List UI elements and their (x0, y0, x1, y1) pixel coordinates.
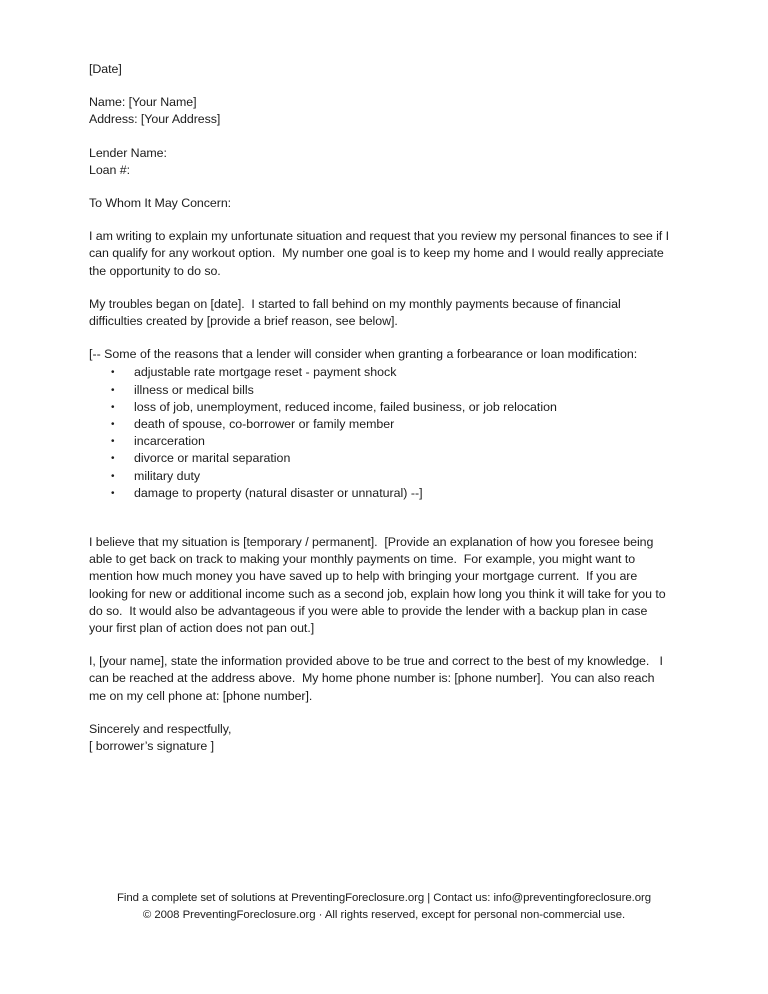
date-placeholder: [Date] (89, 62, 122, 76)
situation-paragraph-block (89, 534, 671, 637)
list-item (89, 450, 671, 467)
list-item-label: military duty (134, 468, 201, 483)
bullet-icon: • (111, 487, 115, 499)
page-footer (0, 890, 768, 925)
reasons-block (89, 346, 671, 502)
situation-paragraph: I believe that my situation is [temporary / permanent]. [Provide an explanation of how you foresee being able to get back on track to making your monthly payments on time. For example, you might want to mention how much money you have saved up to help with bringing your mortgage current. If you are looking for new or additional income such as a second job, explain how long you think it will take for you to do so. It would also be advantageous if you were able to provide the lender with a backup plan in case your first plan of action does not pan out.] (89, 535, 669, 636)
footer-contact-line: Find a complete set of solutions at PreventingForeclosure.org | Contact us: info@preventingforeclosure.org (116, 892, 652, 904)
bullet-icon: • (111, 367, 115, 379)
lender-block (89, 145, 671, 179)
attestation-paragraph: I, [your name], state the information provided above to be true and correct to the best of my knowledge. I can be reached at the address above. My home phone number is: [phone number]. You can also reach me on my cell phone at: [phone number]. (89, 654, 667, 703)
reasons-list (89, 364, 671, 502)
list-item (89, 382, 671, 399)
attestation-paragraph-block (89, 653, 671, 705)
salutation: To Whom It May Concern: (89, 196, 232, 211)
list-item (89, 364, 671, 381)
list-item (89, 416, 671, 433)
loan-number-line: Loan #: (89, 162, 130, 177)
intro-paragraph: I am writing to explain my unfortunate situation and request that you review my personal finances to see if I can qualify for any workout option. My number one goal is to keep my home and I would really appreciate the opportunity to do so. (89, 229, 673, 278)
sign-off: Sincerely and respectfully, (89, 721, 232, 736)
name-line: Name: [Your Name] (89, 95, 197, 110)
bullet-icon: • (111, 419, 115, 431)
list-item-label: illness or medical bills (134, 382, 254, 397)
reasons-intro: [-- Some of the reasons that a lender will consider when granting a forbearance or loan modification: (89, 347, 638, 362)
bullet-icon: • (111, 384, 115, 396)
troubles-paragraph-block (89, 296, 671, 330)
list-item-label: adjustable rate mortgage reset - payment shock (134, 365, 397, 380)
troubles-paragraph: My troubles began on [date]. I started to fall behind on my monthly payments because of financial difficulties created by [provide a brief reason, see below]. (89, 296, 625, 329)
bullet-icon: • (111, 470, 115, 482)
list-item-label: death of spouse, co-borrower or family member (134, 417, 395, 432)
bullet-icon: • (111, 453, 115, 465)
bullet-icon: • (111, 436, 115, 448)
date-block (89, 61, 671, 78)
footer-copyright-line: © 2008 PreventingForeclosure.org · All rights reserved, except for personal non-commercial use. (142, 909, 626, 922)
closing-block (89, 721, 671, 755)
list-item-label: incarceration (134, 434, 205, 449)
intro-paragraph-block (89, 228, 671, 280)
spacer (89, 518, 671, 534)
lender-name-line: Lender Name: (89, 145, 167, 160)
list-item-label: divorce or marital separation (134, 451, 291, 466)
bullet-icon: • (111, 401, 115, 413)
salutation-block (89, 195, 671, 212)
address-line: Address: [Your Address] (89, 112, 221, 127)
list-item-label: loss of job, unemployment, reduced income, failed business, or job relocation (134, 399, 557, 414)
list-item (89, 468, 671, 485)
list-item (89, 485, 671, 502)
list-item (89, 399, 671, 416)
list-item (89, 433, 671, 450)
recipient-block (89, 94, 671, 128)
letter-body (89, 61, 671, 755)
list-item-label: damage to property (natural disaster or unnatural) --] (134, 485, 423, 500)
signature-placeholder: [ borrower’s signature ] (89, 739, 215, 754)
